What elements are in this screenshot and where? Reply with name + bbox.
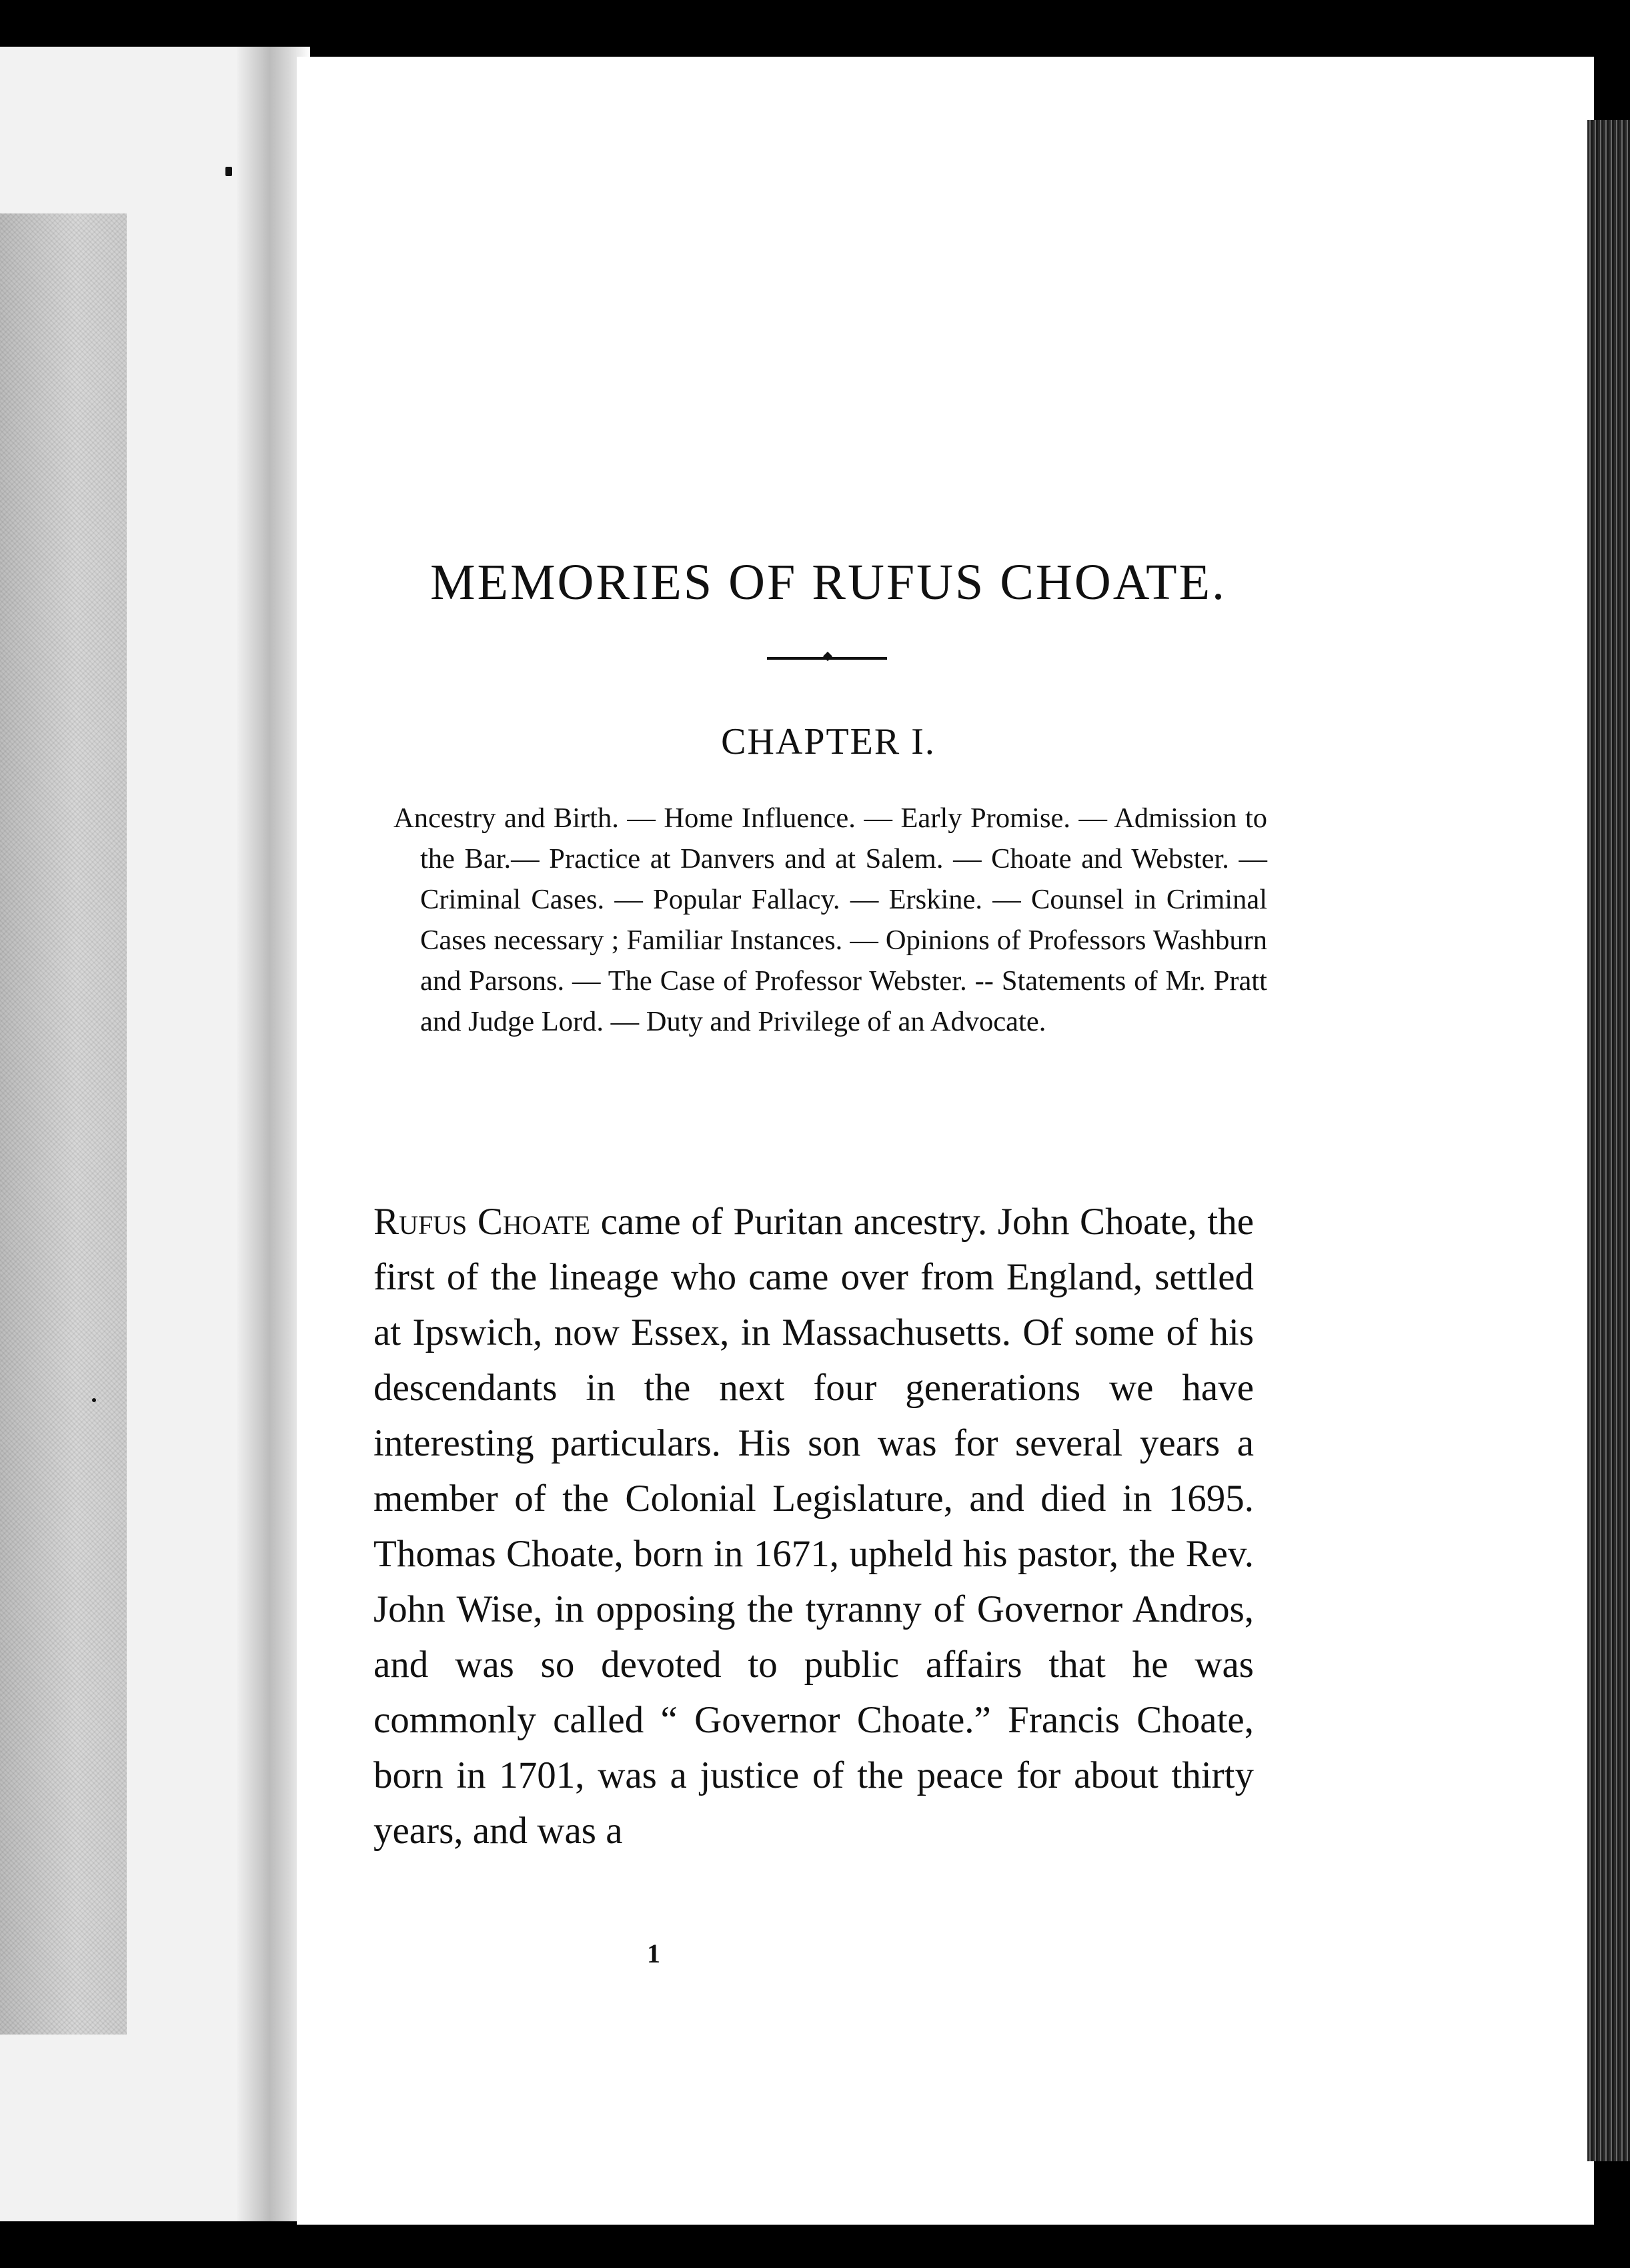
page-number: 1: [647, 1938, 660, 1968]
book-page: [297, 57, 1594, 2225]
book-title: MEMORIES OF RUFUS CHOATE.: [430, 554, 1227, 610]
ink-dot: [92, 1398, 96, 1402]
lead-in: Rufus Choate: [373, 1201, 590, 1243]
page-edges: [1587, 120, 1630, 2161]
ink-mark: [225, 167, 232, 176]
chapter-synopsis: Ancestry and Birth. — Home Influence. — Early Promise. — Admission to the Bar.— Practice at Danvers and at Salem. — Choate and Webster. — Criminal Cases. — Popular Fallacy. — Erskine. — Counsel in Criminal Cases necessary ; Familiar Instances. — Opinions of Professors Washburn and Parsons. — The Case of Professor Webster. -- Statements of Mr. Pratt and Judge Lord. — Duty and Privilege of an Advocate.: [393, 802, 1267, 1037]
chapter-heading: CHAPTER I.: [721, 721, 936, 762]
plate-illustration: [0, 213, 127, 2035]
body-paragraph: [373, 1194, 1254, 1858]
body-text: came of Puritan ancestry. John Choate, the first of the lineage who came over from England, settled at Ipswich, now Essex, in Massachusetts. Of some of his descendants in the next four generations we have interesting particulars. His son was for several years a member of the Colonial Legislature, and died in 1695. Thomas Choate, born in 1671, upheld his pastor, the Rev. John Wise, in opposing the tyranny of Governor Andros, and was so devoted to public affairs that he was commonly called “ Governor Choate.” Francis Choate, born in 1701, was a justice of the peace for about thirty years, and was a: [373, 1201, 1254, 1852]
